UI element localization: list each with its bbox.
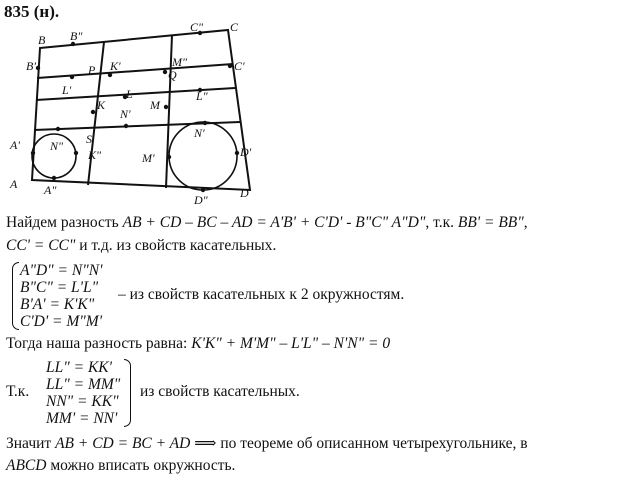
system2-eq-4: MM' = NN' [46,410,118,427]
conclusion-prefix: Значит [6,435,56,452]
label-a1: A' [10,138,20,152]
point-b1 [36,66,40,70]
system2 [46,359,120,427]
point-a2 [52,176,56,180]
geometry-figure [0,20,270,210]
system2-eq-1: LL" = KK' [46,359,112,376]
label-l2: L" [196,89,208,103]
label-n: N' [120,107,131,121]
point-m2 [163,70,167,74]
text-line-2 [6,237,276,255]
conclusion-formula: AB + CD = BC + AD [55,435,191,452]
label-m: M [150,98,160,112]
label-d2: D" [194,193,208,207]
conclusion-arrow: ⟹ [194,435,217,452]
system1-note: – из свойств касательных к 2 окружностям. [118,286,405,303]
line1-suffix: , т.к. [425,214,458,231]
line1-formula2: BB' = BB" [457,214,524,231]
tk-label: Т.к. [6,383,30,400]
point-m [164,105,168,109]
conclusion-line-1 [6,434,528,453]
label-s: S [86,132,92,146]
label-l: L [126,87,133,101]
label-b: B [38,33,46,47]
label-k2: K" [88,148,102,162]
point-d2 [201,188,205,192]
point-d1 [235,151,239,155]
point-k [91,110,95,114]
label-m1: M' [142,151,155,165]
line2-formula: CC' = CC" [6,237,76,254]
system1 [20,262,102,330]
conclusion-text: по теореме об описанном четырехугольнике, в [216,435,528,452]
label-d1: D' [240,145,252,159]
conclusion-line2-text: можно вписать окружность. [46,457,236,474]
system2-eq-2: LL" = MM" [46,376,121,393]
label-d: D [240,186,249,200]
point-k2 [74,151,78,155]
point-c1 [228,64,232,68]
text-line-then [6,335,390,353]
label-q: Q [168,68,177,82]
point-l1-top [70,75,74,79]
system2-eq-3: NN" = KK" [46,393,119,410]
label-k: K [97,98,106,112]
conclusion-abcd: ABCD [6,457,47,474]
point-n [124,124,128,128]
point-m1 [167,155,171,159]
point-k1 [108,73,112,77]
text-line-1 [6,214,528,232]
point-n1 [203,121,207,125]
point-n2-top [56,127,60,131]
problem-number: 835 (н). [4,2,60,21]
quadrilateral-diagram [0,20,270,210]
label-p: P [88,63,96,77]
label-a2: A" [44,183,57,197]
system1-eq-3: B'A' = K'K" [20,296,95,313]
label-c1: C' [234,59,245,73]
system1-eq-2: B"C" = L'L" [20,279,99,296]
system2-brace [124,359,131,427]
label-m2: M" [172,55,188,69]
conclusion-line-2 [6,457,235,475]
line1-prefix: Найдем разность [6,214,123,231]
label-c2: C" [190,20,204,34]
line1-end: , [523,214,528,231]
system1-brace [12,262,19,330]
line1-formula: AB + CD – BC – AD = A'B' + C'D' - B"C" A"D" [122,214,426,231]
label-b2: B" [70,29,83,43]
label-a: A [10,177,18,191]
system1-eq-1: A"D" = N"N' [20,262,103,279]
label-b1: B' [26,59,36,73]
system1-eq-4: C'D' = M"M' [20,313,103,330]
label-c: C [230,20,239,34]
quadrilateral-abcd [32,30,250,190]
then-prefix: Тогда наша разность равна: [6,335,192,352]
label-n2: N" [50,139,64,153]
system2-note: из свойств касательных. [140,383,300,400]
line-b1-c1 [37,64,233,78]
point-a1 [31,151,35,155]
then-formula: K'K" + M'M" – L'L" – N'N" = 0 [191,335,391,352]
label-k1: K' [110,59,121,73]
label-l1: L' [62,83,72,97]
label-n1: N' [194,126,205,140]
line2-suffix: и т.д. из свойств касательных. [75,237,277,254]
